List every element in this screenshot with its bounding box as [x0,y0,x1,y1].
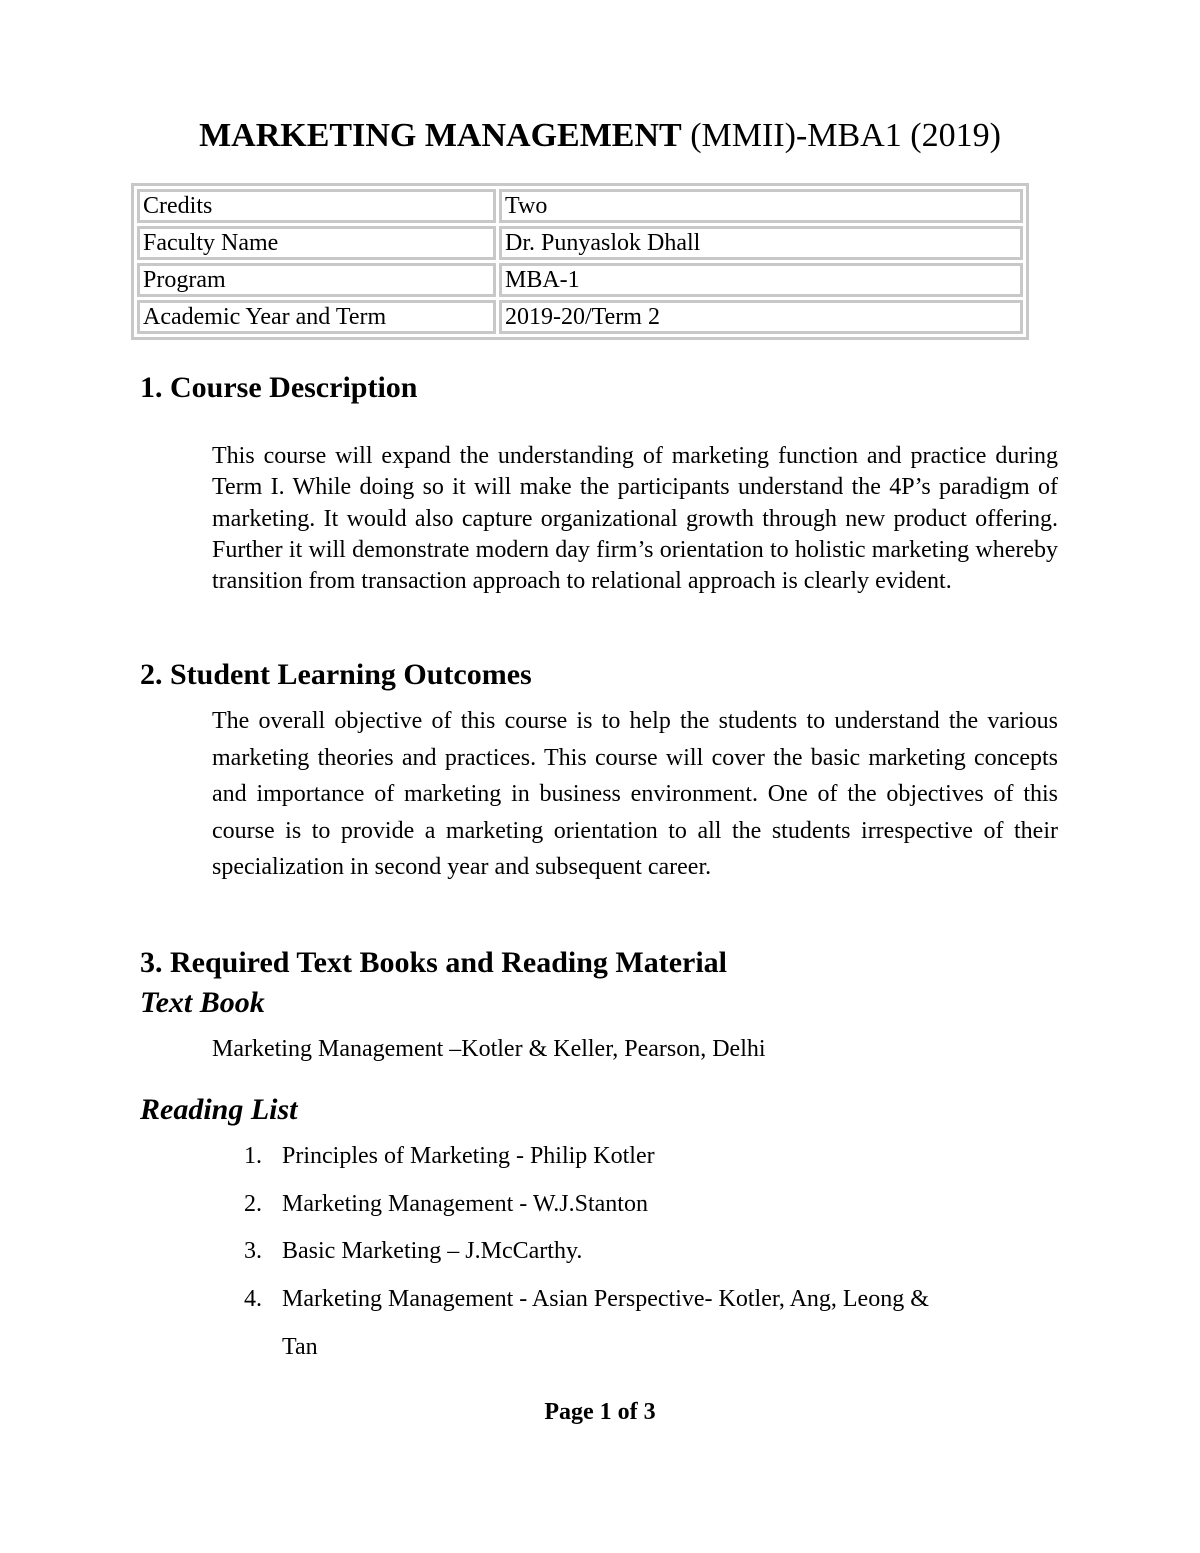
program-value: MBA-1 [499,263,1023,297]
title-code: (MMII)-MBA1 (2019) [690,117,1001,154]
list-item-number: 1. [244,1143,262,1169]
text-book-entry: Marketing Management –Kotler & Keller, Pearson, Delhi [212,1036,766,1062]
reading-list-heading: Reading List [140,1093,298,1126]
table-row [137,263,1023,297]
document-title [0,112,1200,160]
program-label: Program [137,263,496,297]
credits-value: Two [499,189,1023,223]
course-description-text: This course will expand the understanding of marketing function and practice during Term I. While doing so it will make the participants understand the 4P’s paradigm of marketing. It would also capture organizational growth through new product offering. Further it will demonstrate modern day firm’s orientation to holistic marketing whereby transition from transaction approach to relational approach is clearly evident. [212,443,1058,595]
table-row [137,300,1023,334]
list-item-text: Marketing Management - W.J.Stanton [282,1191,648,1217]
list-item-number: 3. [244,1238,262,1264]
text-book-heading: Text Book [140,986,265,1019]
faculty-value: Dr. Punyaslok Dhall [499,226,1023,260]
list-item-number: 4. [244,1286,262,1312]
list-item-text: Basic Marketing – J.McCarthy. [282,1238,583,1264]
faculty-label: Faculty Name [137,226,496,260]
list-item-number: 2. [244,1191,262,1217]
table-row [137,226,1023,260]
learning-outcomes-text: The overall objective of this course is to help the students to understand the various marketing theories and practices. This course will cover the basic marketing concepts and importance of marketing in business environment. One of the objectives of this course is to provide a marketing orientation to all the students irrespective of their specialization in second year and subsequent career. [212,708,1058,881]
table-row [137,189,1023,223]
list-item-continuation: Tan [282,1334,318,1360]
list-item-text: Marketing Management - Asian Perspective- Kotler, Ang, Leong & [282,1286,929,1312]
reading-material-heading: 3. Required Text Books and Reading Material [140,946,728,979]
page-number: Page 1 of 3 [544,1399,656,1425]
learning-outcomes-heading: 2. Student Learning Outcomes [140,658,532,691]
title-main: MARKETING MANAGEMENT [199,117,682,154]
academic-year-value: 2019-20/Term 2 [499,300,1023,334]
academic-year-label: Academic Year and Term [137,300,496,334]
credits-label: Credits [137,189,496,223]
course-description-heading: 1. Course Description [140,371,418,404]
list-item-text: Principles of Marketing - Philip Kotler [282,1143,655,1169]
course-info-table [131,183,1029,340]
